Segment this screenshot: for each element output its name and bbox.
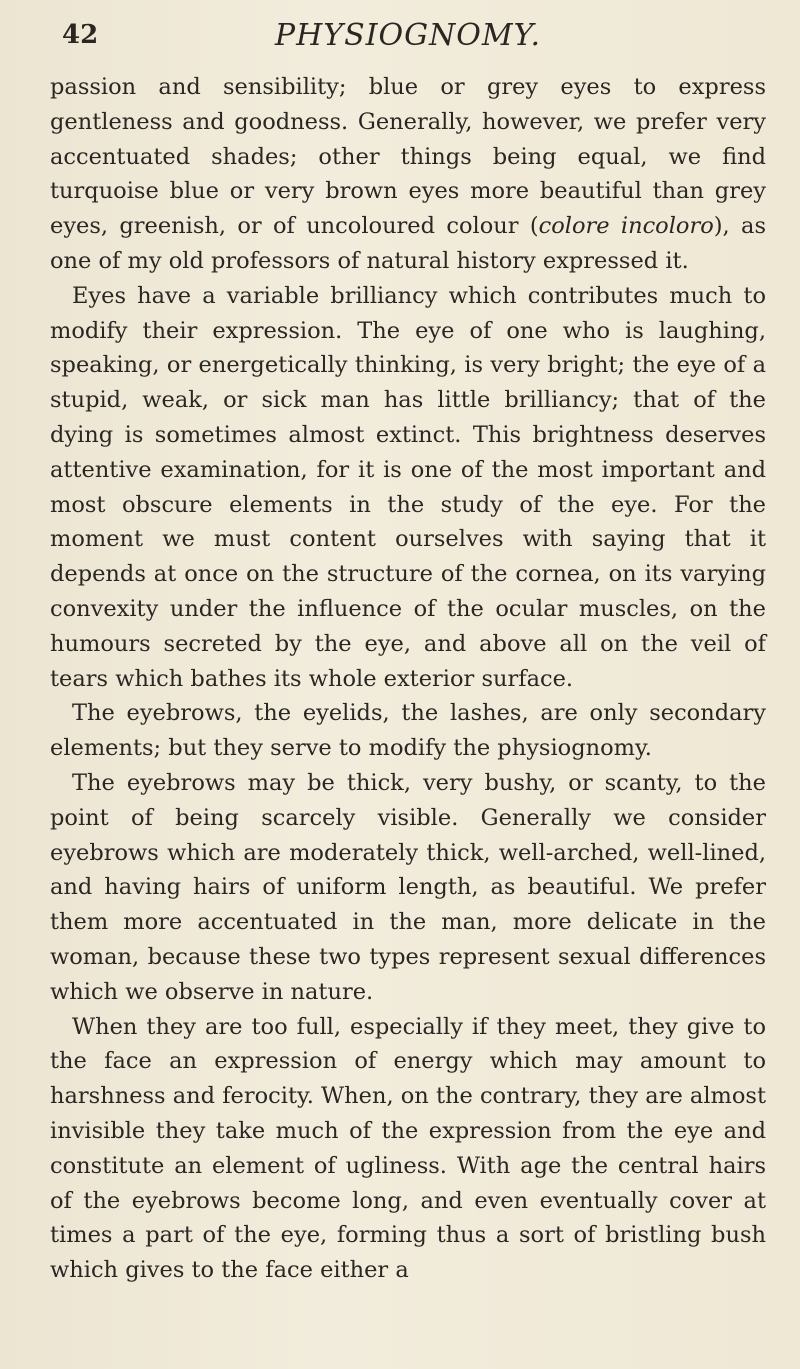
paragraph-text: passion and sensibility; blue or grey eyes to express gentleness and goodness. Generally, however, we prefer very accentuated shades; other things being equal, we find turquoise blue or very brown eyes more beautiful than grey eyes, greenish, or of uncoloured colour ( [50,74,766,240]
italic-phrase: colore incoloro [538,213,714,240]
paragraph [50,70,766,279]
body-text [50,70,766,1288]
page-number: 42 [62,20,99,50]
paragraph-text: ), as one of my old professors of natural history expressed it. [50,213,767,274]
paragraph: Eyes have a variable brilliancy which contributes much to modify their expression. The eye of one who is laughing, speaking, or energetically thinking, is very bright; the eye of a stupid, weak, or sick man has little brilliancy; that of the dying is sometimes almost extinct. This brightness deserves attentive examination, for it is one of the most important and most obscure elements in the study of the eye. For the moment we must content ourselves with saying that it depends at once on the structure of the cornea, on its varying convexity under the influence of the ocular muscles, on the humours secreted by the eye, and above all on the veil of tears which bathes its whole exterior surface. [50,282,766,692]
running-head: PHYSIOGNOMY. [274,18,542,53]
page-header [50,18,766,56]
paragraph: The eyebrows, the eyelids, the lashes, are only secondary elements; but they serve to modify the physiognomy. [50,700,766,762]
paragraph: The eyebrows may be thick, very bushy, or scanty, to the point of being scarcely visible. Generally we consider eyebrows which are moderately thick, well-arched, well-lined, and having hairs of uniform length, as beautiful. We prefer them more accentuated in the man, more delicate in the woman, because these two types represent sexual differences which we observe in nature. [50,769,766,1005]
paragraph: When they are too full, especially if they meet, they give to the face an expression of energy which may amount to harshness and ferocity. When, on the contrary, they are almost invisible they take much of the expression from the eye and constitute an element of ugliness. With age the central hairs of the eyebrows become long, and even eventually cover at times a part of the eye, forming thus a sort of bristling bush which gives to the face either a [50,1013,767,1284]
